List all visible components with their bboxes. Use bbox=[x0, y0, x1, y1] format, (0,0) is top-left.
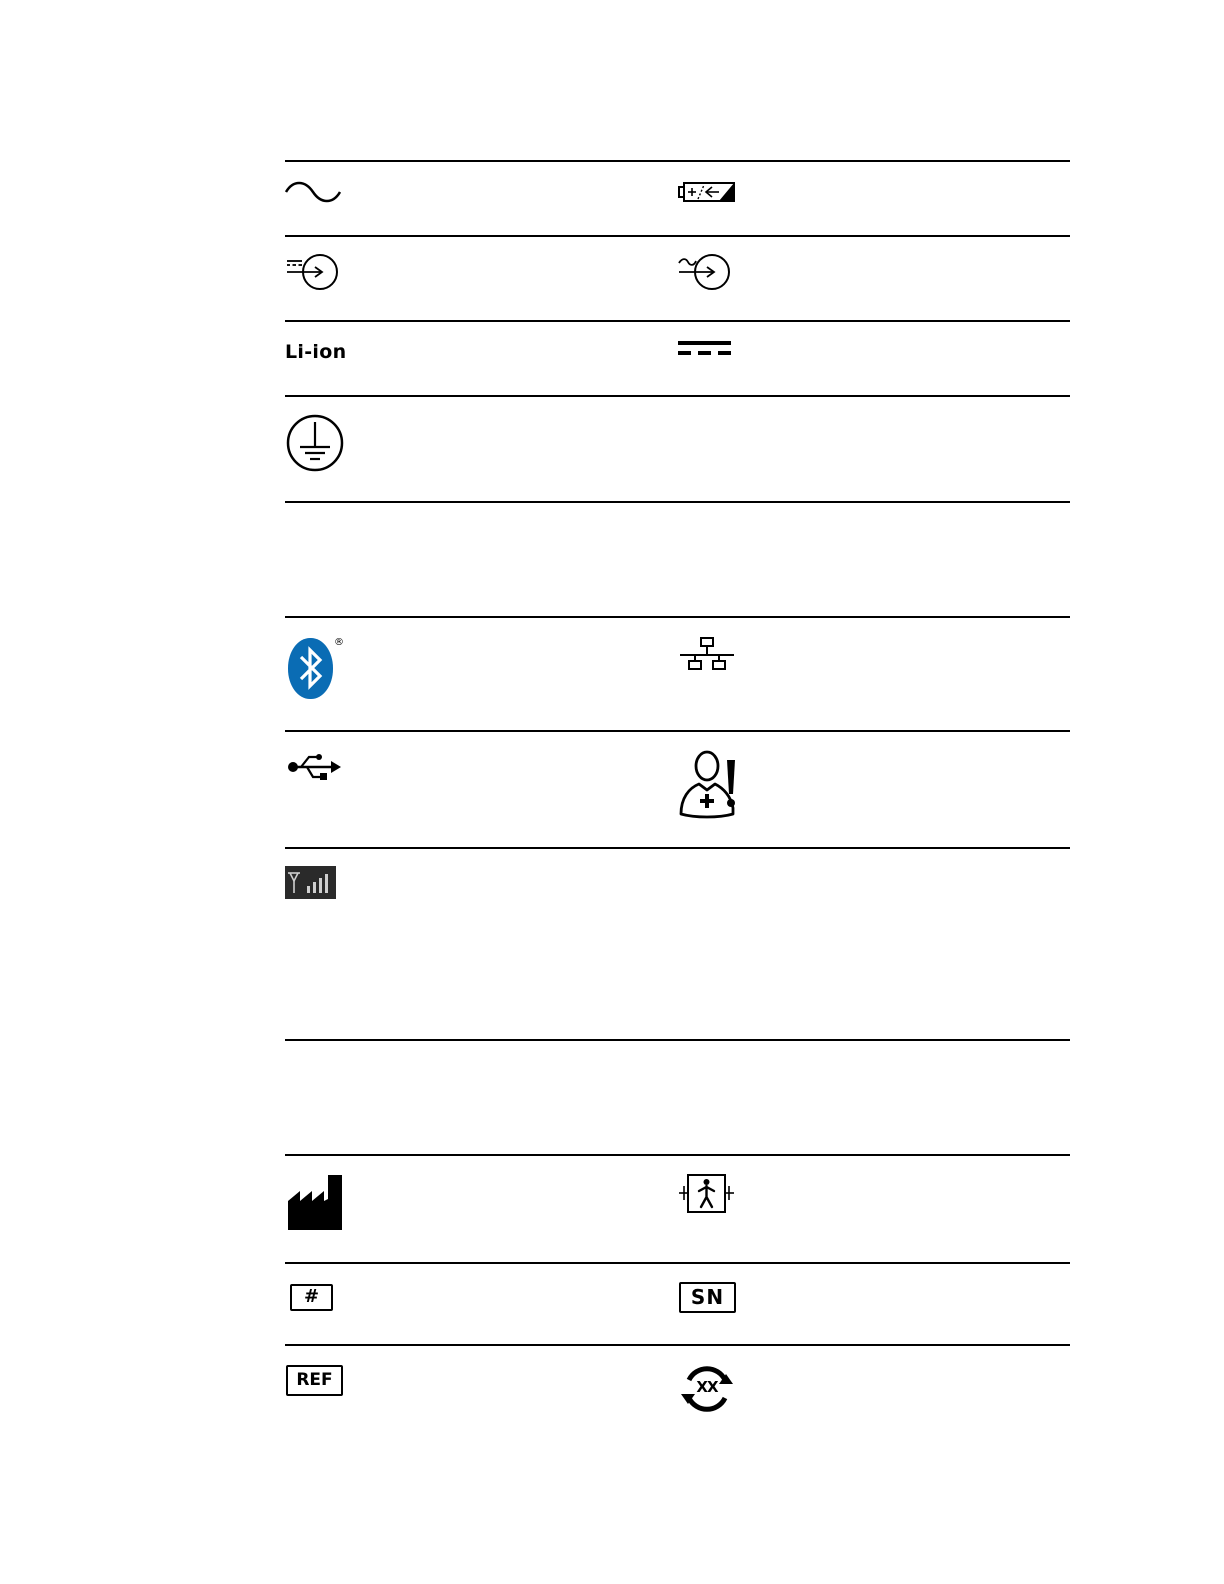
direct-current-icon bbox=[678, 341, 731, 357]
table-rule bbox=[285, 1344, 1070, 1346]
table-rule bbox=[285, 1039, 1070, 1041]
table-rule bbox=[285, 1262, 1070, 1264]
bluetooth-logo-icon bbox=[288, 638, 346, 700]
table-rule bbox=[285, 847, 1070, 849]
ac-input-icon bbox=[678, 255, 732, 291]
wireless-signal-strength-icon bbox=[285, 866, 336, 899]
dc-input-icon bbox=[286, 255, 340, 291]
use-period-value: XX bbox=[696, 1378, 718, 1396]
environmental-protection-use-period-icon bbox=[679, 1364, 735, 1414]
table-rule bbox=[285, 320, 1070, 322]
table-rule bbox=[285, 395, 1070, 397]
table-rule bbox=[285, 501, 1070, 503]
table-rule bbox=[285, 235, 1070, 237]
network-connection-icon bbox=[680, 637, 735, 670]
clinician-alert-icon bbox=[679, 750, 739, 818]
manufacturer-icon bbox=[287, 1174, 343, 1231]
table-rule bbox=[285, 616, 1070, 618]
battery-charging-icon bbox=[679, 181, 737, 203]
registered-mark: ® bbox=[334, 637, 344, 648]
table-rule bbox=[285, 730, 1070, 732]
reference-number-icon: REF bbox=[286, 1365, 343, 1396]
usb-icon bbox=[287, 752, 343, 784]
table-rule bbox=[285, 1154, 1070, 1156]
protective-earth-ground-icon bbox=[286, 414, 344, 472]
alternating-current-icon bbox=[285, 180, 341, 204]
serial-number-icon: SN bbox=[679, 1282, 736, 1313]
type-bf-applied-part-icon bbox=[679, 1173, 735, 1214]
table-rule bbox=[285, 160, 1070, 162]
li-ion-battery-label: Li-ion bbox=[285, 341, 347, 363]
model-number-icon: # bbox=[290, 1284, 333, 1311]
